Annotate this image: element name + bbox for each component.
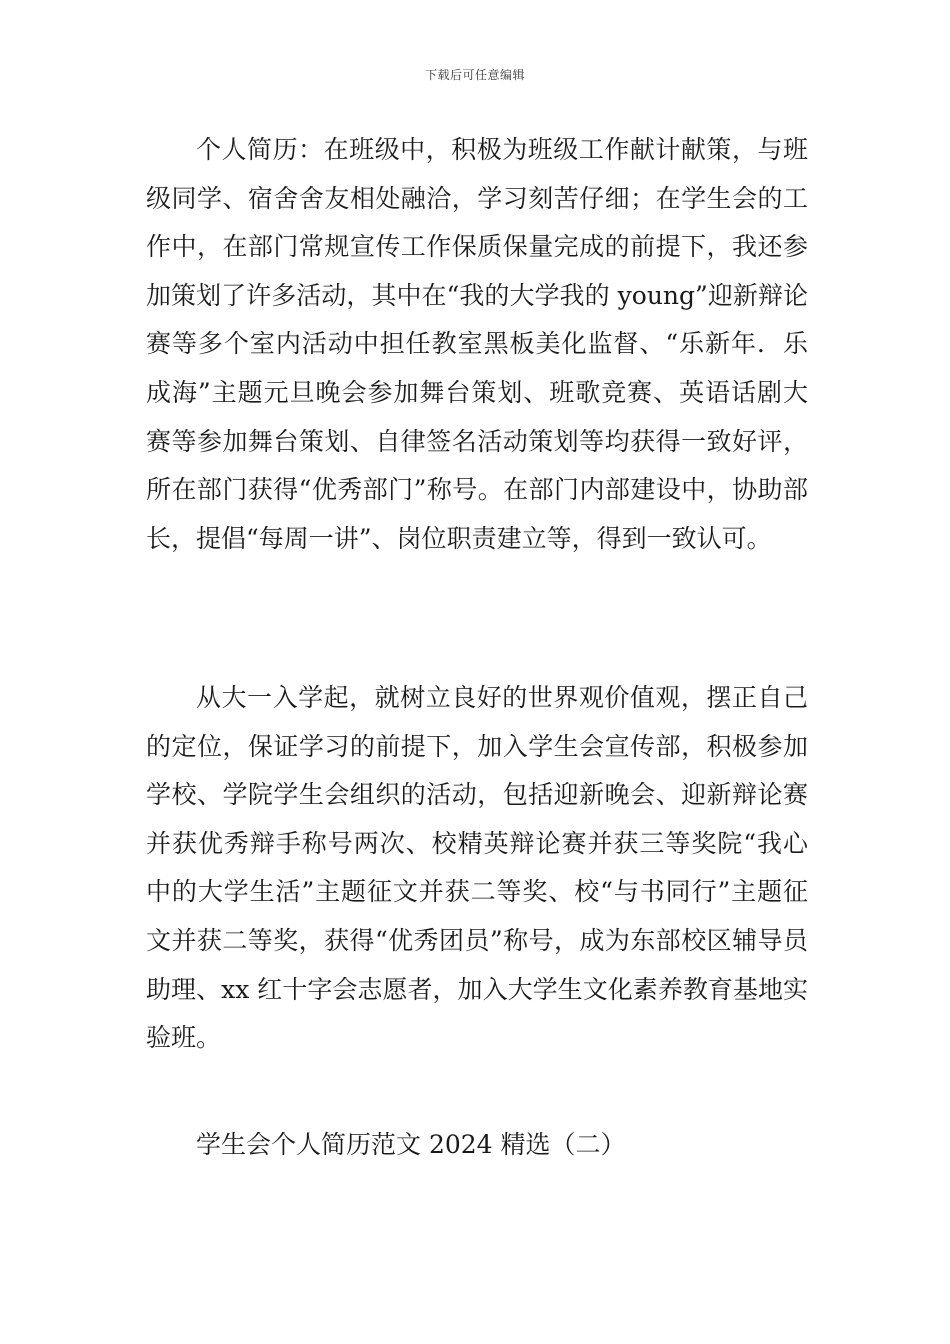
page-header-note: 下载后可任意编辑 bbox=[424, 68, 525, 82]
section-heading: 学生会个人简历范文 2024 精选（二） bbox=[196, 1130, 626, 1159]
body-paragraph-2: 从大一入学起，就树立良好的世界观价值观，摆正自己的定位，保证学习的前提下，加入学生会宣传部，积极参加学校、学院学生会组织的活动，包括迎新晚会、迎新辩论赛并获优秀辩手称号两次、校精英辩论赛并获三等奖院“我心中的大学生活”主题征文并获二等奖、校“与书同行”主题征文并获二等奖，获得“优秀团员”称号，成为东部校区辅导员助理、xx 红十字会志愿者，加入大学生文化素养教育基地实验班。 bbox=[146, 683, 808, 1053]
body-paragraph-1: 个人简历：在班级中，积极为班级工作献计献策，与班级同学、宿舍舍友相处融洽，学习刻苦仔细；在学生会的工作中，在部门常规宣传工作保质保量完成的前提下，我还参加策划了许多活动，其中在“我的大学我的 young”迎新辩论赛等多个室内活动中担任教室黑板美化监督、“乐新年．乐成海”主题元旦晚会参加舞台策划、班歌竞赛、英语话剧大赛等参加舞台策划、自律签名活动策划等均获得一致好评，所在部门获得“优秀部门”称号。在部门内部建设中，协助部长，提倡“每周一讲”、岗位职责建立等，得到一致认可。 bbox=[146, 135, 808, 553]
